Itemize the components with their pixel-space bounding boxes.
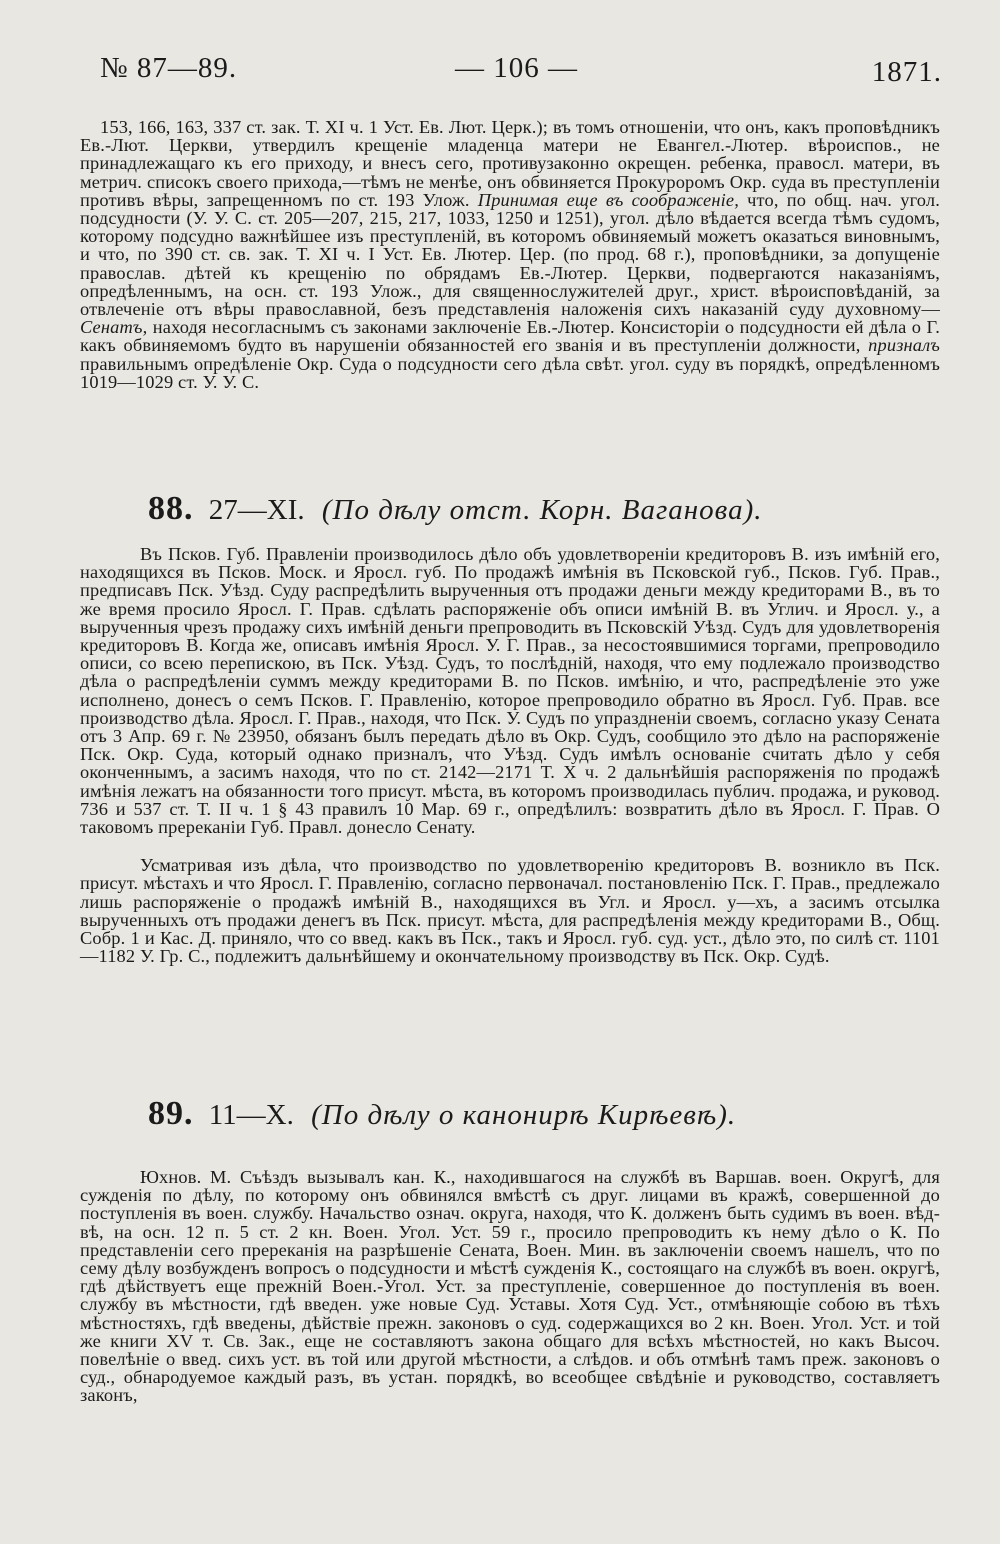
section-title: (По дѣлу отст. Корн. Ваганова). [321,494,763,526]
section-date: 27—XI. [208,494,305,526]
text-run: 153, 166, 163, 337 ст. зак. Т. XI ч. 1 Уст. Ев. Лют. Церк.); въ томъ отношеніи, что онъ, какъ проповѣдникъ Ев.-Лют. Церкви, утвердилъ крещеніе младенца матери не Евангел.-Лютер. вѣроиспов., не принадлежащаго къ его приходу, и внесъ сего, противузаконно окрещен. ребенка, правосл. матери, въ метрич. списокъ своего прихода,—тѣмъ не менѣе, онъ обвиняется Прокуроромъ Окр. суда въ преступленіи противъ вѣры, запрещенномъ по ст. 193 Улож. [80,117,940,210]
page-header [100,52,942,92]
section-88-body [80,545,940,965]
text-run: что, по общ. нач. угол. подсудности (У. У. С. ст. 205—207, 215, 217, 1033, 1250 и 1251), угол. дѣло вѣдается всегда тѣмъ судомъ, которому подсудно важнѣйшее изъ преступленій, въ которомъ обвиняемый можетъ оказаться виновнымъ, и что, по 390 ст. св. зак. Т. XI ч. I Уст. Ев. Лютер. Цер. (по прод. 68 г.), проповѣдники, за допущеніе православ. дѣтей къ крещенію по обрядамъ Ев.-Лютер. Церкви, подвергаются наказаніямъ, опредѣленнымъ, на осн. ст. 193 Улож., для священнослужителей друг., христ. вѣроисповѣданій, за отвлеченіе отъ вѣры православной, безъ представленія наложенія сихъ наказаній суду духовному— [80,189,940,320]
section-89-body [80,1168,940,1405]
text-run: находя несогласнымъ съ законами заключеніе Ев.-Лютер. Консисторіи о подсудности ей дѣла о Г. какъ обвиняемомъ будто въ нарушеніи обязанностей его званія и въ преступленіи должности, [80,317,940,356]
section-88-heading [148,490,762,528]
section-89-heading [148,1095,736,1133]
italic-phrase: Принимая еще въ соображеніе, [477,189,739,210]
paragraph: Усматривая изъ дѣла, что производство по удовлетворенію кредиторовъ В. возникло въ Пск. присут. мѣстахъ и что Яросл. Г. Правленію, согласно первоначал. постановленію Пск. Г. Прав., предлежало лишь распоряженіе о продажѣ имѣній В., находящихся въ Угл. и Яросл. у—хъ, а засимъ отсылка вырученныхъ отъ продажи денегъ въ Пск. присут. мѣста, для распредѣленія между кредиторами В., Общ. Собр. 1 и Кас. Д. приняло, что со введ. какъ въ Пск., такъ и Яросл. губ. суд. уст., дѣло это, по силѣ ст. 1101—1182 У. Гр. С., подлежитъ дальнѣйшему и окончательному производству въ Пск. Окр. Судѣ. [80,855,940,967]
continued-case-text [80,118,940,391]
italic-phrase: Сенатъ, [80,317,148,338]
section-number: 88. [148,490,194,527]
section-date: 11—X. [208,1099,294,1131]
section-title: (По дѣлу о канонирѣ Кирѣевѣ). [311,1099,737,1131]
paragraph: Въ Псков. Губ. Правленіи производилось дѣло объ удовлетвореніи кредиторовъ В. изъ имѣній его, находящихся въ Псков. Моск. и Яросл. губ. По продажѣ имѣнія въ Псковской губ., Псков. Губ. Прав., предписавъ Пск. Уѣзд. Суду распредѣлить вырученныя отъ продажи деньги между кредиторами В., въ то же время просило Яросл. Г. Прав. сдѣлать распоряженіе объ описи имѣній В. въ Углич. и Яросл. у., а вырученныя чрезъ продажу сихъ имѣній деньги препроводить въ Псковскій Уѣзд. Судъ для удовлетворенія кредиторовъ В. Когда же, описавъ имѣнія Яросл. У. Г. Прав., за несостоявшимися торгами, препроводило описи, со всею перепискою, въ Пск. Уѣзд. Судъ, то послѣдній, находя, что ему подлежало производство дѣла о распредѣленіи суммъ между кредиторами В. по Псков. имѣнію, и что, распредѣленіе это уже исполнено, донесъ о семъ Псков. Г. Правленію, которое препроводило обратно въ Яросл. Губ. Прав. все производство дѣла. Яросл. Г. Прав., находя, что Пск. У. Судъ по упраздненіи своемъ, согласно указу Сената отъ 3 Апр. 69 г. № 23950, обязанъ былъ передать дѣло въ Окр. Судъ, сообщило это дѣло на распоряженіе Пск. Окр. Суда, который однако призналъ, что Уѣзд. Судъ имѣлъ основаніе считать дѣло у себя оконченнымъ, а засимъ находя, что по ст. 2142—2171 Т. X ч. 2 дальнѣйшія распоряженія по продажѣ имѣнія лежатъ на обязанности того присут. мѣста, въ которомъ производилась публич. продажа, и руковод. 736 и 537 ст. Т. II ч. 1 § 43 правилъ 10 Мар. 69 г., опредѣлилъ: возвратить дѣло въ Яросл. Г. Прав. О таковомъ пререканіи Губ. Правл. донесло Сенату. [80,544,940,838]
section-number: 89. [148,1095,194,1132]
paragraph [80,118,940,391]
paragraph: Юхнов. М. Съѣздъ вызывалъ кан. К., находившагося на службѣ въ Варшав. воен. Округѣ, для сужденія по дѣлу, по которому онъ обвинялся вмѣстѣ съ друг. лицами въ кражѣ, совершенной до поступленія въ воен. службу. Начальство означ. округа, находя, что К. долженъ быть судимъ въ воен. вѣд-вѣ, на осн. 12 п. 5 ст. 2 кн. Воен. Угол. Уст. 59 г., просило препроводить къ нему дѣло о К. По представленіи сего пререканія на разрѣшеніе Сената, Воен. Мин. въ заключеніи своемъ нашелъ, что по сему дѣлу возбужденъ вопросъ о подсудности и мѣстѣ сужденія К., состоящаго на службѣ въ воен. округѣ, гдѣ дѣйствуетъ еще прежній Воен.-Угол. Уст. за преступленіе, совершенное до поступленія въ воен. службу въ мѣстности, гдѣ введен. уже новые Суд. Уставы. Хотя Суд. Уст., отмѣняющіе собою въ тѣхъ мѣстностяхъ, гдѣ введены, дѣйствіе прежн. законовъ о суд. содержащихся во 2 кн. Воен. Угол. Уст. и той же книги XV т. Св. Зак., еще не составляютъ закона общаго для всѣхъ мѣстностей, но какъ Высоч. повелѣніе о введ. сихъ уст. въ той или другой мѣстности, а слѣдов. и объ отмѣнѣ тамъ преж. законовъ о суд., обнародуемое каждый разъ, въ устан. порядкѣ, во всеобщее свѣдѣніе и руководство, составляетъ законъ, [80,1167,940,1406]
italic-phrase: призналъ [868,335,941,356]
text-run: правильнымъ опредѣленіе Окр. Суда о подсудности сего дѣла свѣт. угол. суду въ порядкѣ, опредѣленномъ 1019—1029 ст. У. У. С. [80,353,940,392]
page-range-label: № 87—89. [100,52,238,84]
year-label: 1871. [871,56,942,88]
page-number: — 106 — [455,52,578,84]
